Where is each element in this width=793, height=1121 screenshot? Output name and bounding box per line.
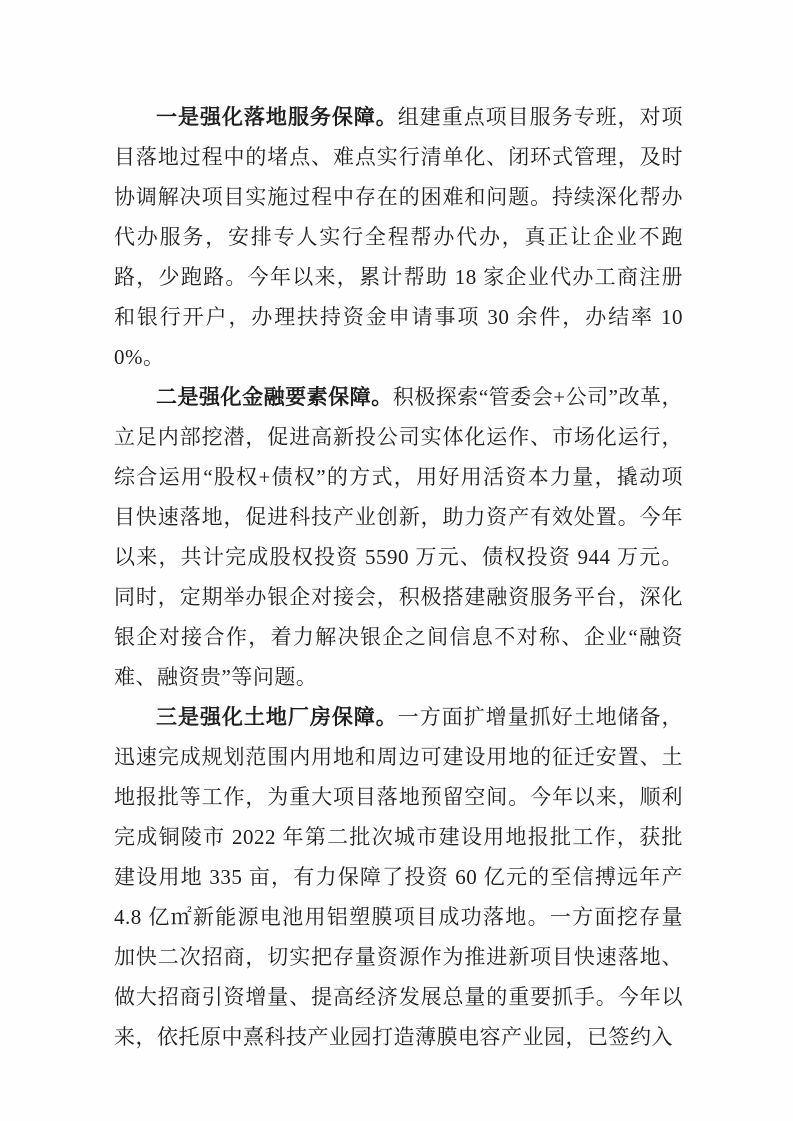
paragraph-lead: 二是强化金融要素保障。 <box>156 385 393 409</box>
paragraph-body: 组建重点项目服务专班，对项目落地过程中的堵点、难点实行清单化、闭环式管理，及时协调解决项目实施过程中存在的困难和问题。持续深化帮办代办服务，安排专人实行全程帮办代办，真正让企业不跑路，少跑路。今年以来，累计帮助 18 家企业代办工商注册和银行开户，办理扶持资金申请事项 30 余件，办结率 100%。 <box>114 105 684 369</box>
paragraph-finance-guarantee <box>114 377 683 697</box>
paragraph-body: 一方面扩增量抓好土地储备，迅速完成规划范围内用地和周边可建设用地的征迁安置、土地报批等工作，为重大项目落地预留空间。今年以来，顺利完成铜陵市 2022 年第二批次城市建设用地报批工作，获批建设用地 335 亩，有力保障了投资 60 亿元的至信搏远年产 4.8 亿㎡新能源电池用铝塑膜项目成功落地。一方面挖存量加快二次招商，切实把存量资源作为推进新项目快速落地、做大招商引资增量、提高经济发展总量的重要抓手。今年以来，依托原中熹科技产业园打造薄膜电容产业园，已签约入 <box>114 705 684 1049</box>
paragraph-body: 积极探索“管委会+公司”改革，立足内部挖潜，促进高新投公司实体化运作、市场化运行，综合运用“股权+债权”的方式，用好用活资本力量，撬动项目快速落地，促进科技产业创新，助力资产有效处置。今年以来，共计完成股权投资 5590 万元、债权投资 944 万元。同时，定期举办银企对接会，积极搭建融资服务平台，深化银企对接合作，着力解决银企之间信息不对称、企业“融资难、融资贵”等问题。 <box>114 385 684 689</box>
paragraph-service-guarantee <box>114 97 683 377</box>
paragraph-land-factory-guarantee <box>114 697 683 1057</box>
document-content <box>114 97 683 1057</box>
paragraph-lead: 三是强化土地厂房保障。 <box>156 705 398 729</box>
paragraph-lead: 一是强化落地服务保障。 <box>156 105 398 129</box>
